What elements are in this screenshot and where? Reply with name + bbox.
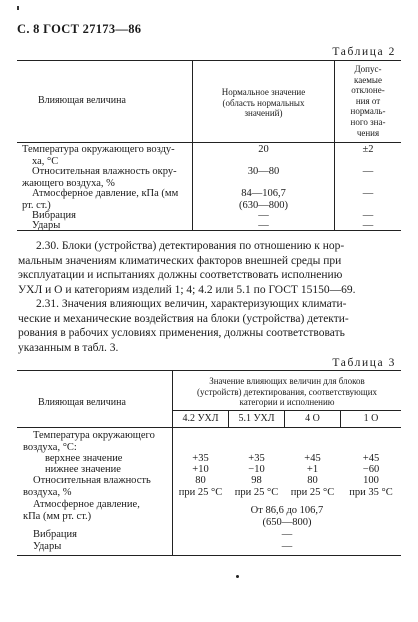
- paragraph-2-31: 2.31. Значения влияющих величин, характеризующих климати- ческие и механические воздействия на блоки (устройства) детекти- рования в рабочих условиях применения, должны соответствовать указанным в табл. 3.: [18, 298, 349, 354]
- table2-row-temperature-value: 20: [258, 144, 269, 155]
- table3-col-1-o: 1 О: [363, 413, 379, 424]
- table3-humidity-1-o: 100 при 35 °С: [349, 475, 393, 498]
- table3-row-pressure-label: Атмосферное давление, кПа (мм рт. ст.): [23, 499, 140, 522]
- table3-caption: Таблица 3: [332, 357, 396, 369]
- table3-row-vibration-label: Вибрация: [33, 529, 77, 540]
- table2-row-shock-dev: —: [362, 220, 374, 231]
- table3-lower-1-o: −60: [362, 464, 380, 475]
- table3-header-influence: Влияющая величина: [38, 397, 126, 408]
- table3-row-upper-label: верхнее значение: [45, 453, 123, 464]
- corner-mark: [17, 6, 19, 10]
- table3-humidity-5-1-uhl: 98 при 25 °С: [234, 475, 279, 498]
- table3-col-4-2-uhl: 4.2 УХЛ: [182, 413, 219, 424]
- table3-row-shock-label: Удары: [33, 541, 62, 552]
- table3-lower-4-o: +1: [306, 464, 319, 475]
- table3-col-4-o: 4 О: [305, 413, 320, 424]
- page-header: С. 8 ГОСТ 27173—86: [17, 22, 142, 36]
- table3-lower-4-2-uhl: +10: [192, 464, 209, 475]
- table3-upper-5-1-uhl: +35: [248, 453, 265, 464]
- paragraph-2-30: 2.30. Блоки (устройства) детектирования по отношению к нор- мальным значениям климатических факторов внешней среды при эксплуатации и испытаниях должны соответствовать исполнению УХЛ и О и категориям изделий 1; 4; 4.2 или 5.1 по ГОСТ 15150—69.: [18, 240, 356, 296]
- table2-header-influence: Влияющая величина: [38, 95, 126, 106]
- table2-row-temperature-dev: ±2: [362, 144, 374, 155]
- table3-upper-1-o: +45: [362, 453, 380, 464]
- page-dot: [236, 575, 239, 578]
- table2-row-vibration-dev: —: [362, 210, 374, 221]
- table2-row-shock-label: Удары: [32, 220, 61, 231]
- table2-row-temperature-label: Температура окружающего возду- ха, °С: [22, 144, 175, 167]
- table2-row-humidity-dev: —: [362, 166, 374, 177]
- table3-row-temperature-label: Температура окружающего воздуха, °С:: [23, 430, 155, 453]
- table2-row-humidity-value: 30—80: [247, 166, 280, 177]
- table2-caption: Таблица 2: [332, 46, 396, 58]
- table3-row-lower-label: нижнее значение: [45, 464, 121, 475]
- table2-row-vibration-value: —: [258, 210, 269, 221]
- table3-pressure-value: От 86,6 до 106,7 (650—800): [250, 505, 324, 528]
- table2-row-pressure-value: 84—106,7 (630—800): [239, 188, 288, 211]
- table3-shock-value: —: [281, 541, 293, 552]
- table3-vibration-value: —: [281, 529, 293, 540]
- table3-humidity-4-2-uhl: 80 при 25 °С: [178, 475, 223, 498]
- table2-row-shock-value: —: [258, 220, 269, 231]
- table2-header-normal: Нормальное значение (область нормальных значений): [221, 87, 306, 118]
- table2-row-humidity-label: Относительная влажность окру- жающего воздуха, %: [22, 166, 177, 189]
- table3-header-group: Значение влияющих величин для блоков (устройств) детектирования, соответствующих категории и исполнению: [196, 376, 378, 407]
- table2-header-deviation: Допус- каемые отклоне- ния от нормаль- ного зна- чения: [350, 64, 386, 138]
- table3-row-humidity-label: Относительная влажность воздуха, %: [23, 475, 151, 498]
- table3-upper-4-2-uhl: +35: [192, 453, 209, 464]
- table3-lower-5-1-uhl: −10: [248, 464, 265, 475]
- table2-row-pressure-label: Атмосферное давление, кПа (мм рт. ст.): [22, 188, 179, 211]
- table2-row-vibration-label: Вибрация: [32, 210, 76, 221]
- table2-row-pressure-dev: —: [362, 188, 374, 199]
- table3-col-5-1-uhl: 5.1 УХЛ: [238, 413, 275, 424]
- table3-upper-4-o: +45: [304, 453, 321, 464]
- table3-humidity-4-o: 80 при 25 °С: [290, 475, 335, 498]
